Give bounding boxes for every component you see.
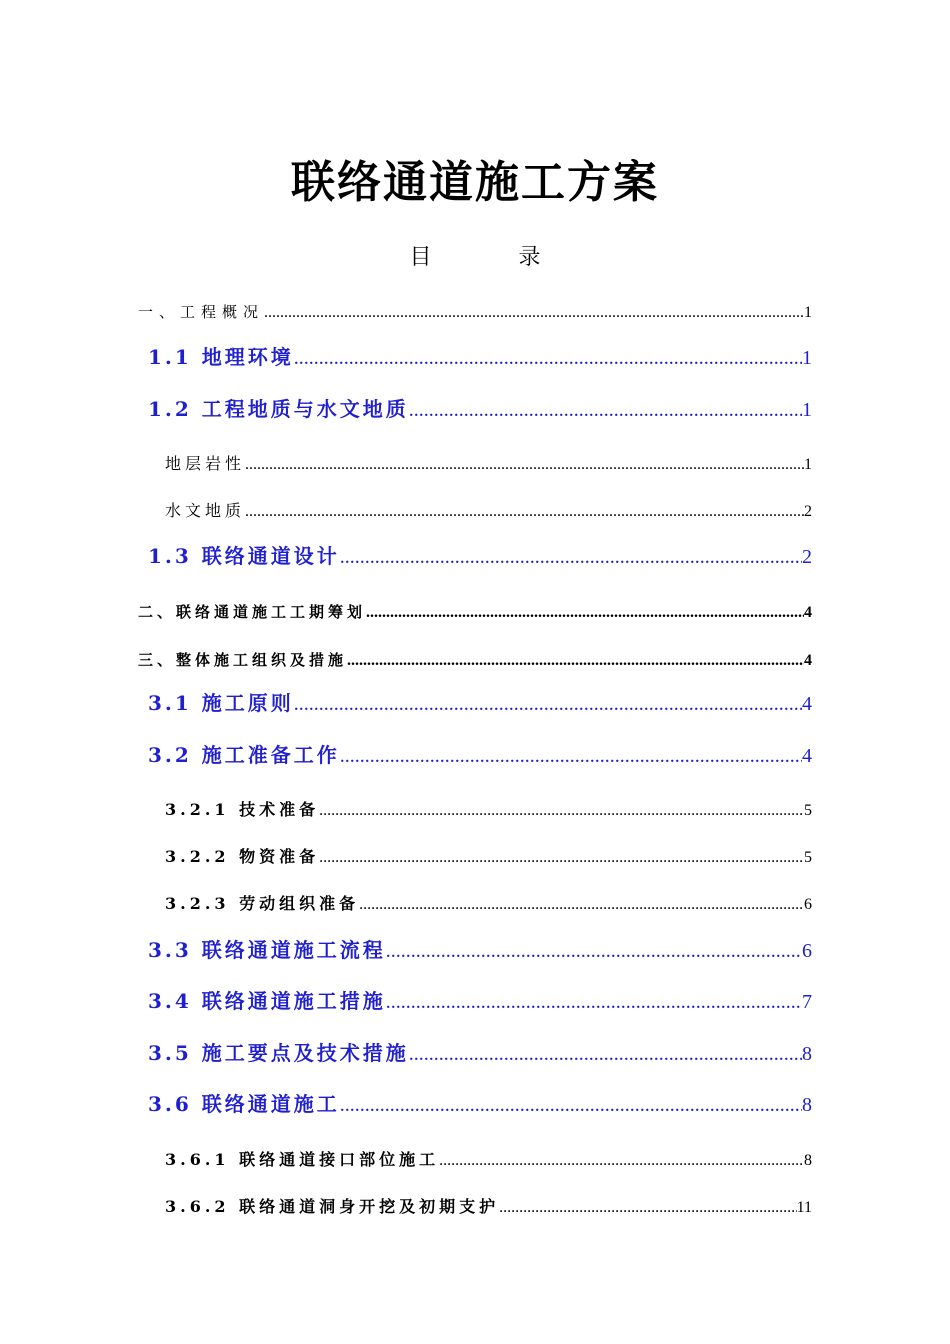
toc-entry-label: 水文地质 xyxy=(165,501,246,520)
toc-entry-1-2[interactable] xyxy=(0,388,950,422)
toc-leader xyxy=(340,745,802,768)
toc-entry-3-4[interactable] xyxy=(0,980,950,1014)
toc-leader xyxy=(347,652,804,670)
toc-page-number: 4 xyxy=(804,652,812,669)
toc-leader xyxy=(245,503,804,521)
toc-leader xyxy=(499,1199,796,1217)
toc-entry-stratum-lithology[interactable] xyxy=(0,440,950,474)
toc-entry-3-2-2[interactable] xyxy=(0,833,950,867)
toc-page-number: 11 xyxy=(796,1199,812,1216)
toc-leader xyxy=(359,896,804,914)
toc-entry-label: 三、整体施工组织及措施 xyxy=(138,651,348,669)
toc-page-number: 8 xyxy=(802,1043,812,1065)
toc-page-number: 1 xyxy=(802,347,812,369)
toc-entry-label: 1.3 联络通道设计 xyxy=(148,544,340,568)
toc-page-number: 2 xyxy=(802,546,812,568)
toc-page-number: 2 xyxy=(804,503,812,520)
toc-entry-3-2-1[interactable] xyxy=(0,786,950,820)
toc-entry-label: 二、联络通道施工工期筹划 xyxy=(138,603,367,621)
toc-leader xyxy=(245,456,804,474)
document-title: 联络通道施工方案 xyxy=(291,157,659,208)
toc-entry-3-3[interactable] xyxy=(0,929,950,963)
toc-page-number: 8 xyxy=(802,1094,812,1116)
toc-page-number: 4 xyxy=(804,604,812,621)
toc-entry-3-5[interactable] xyxy=(0,1032,950,1066)
toc-entry-label: 3.6.2 联络通道洞身开挖及初期支护 xyxy=(165,1197,500,1216)
toc-entry-3-2[interactable] xyxy=(0,734,950,768)
toc-page-number: 5 xyxy=(804,849,812,866)
toc-entry-label: 3.5 施工要点及技术措施 xyxy=(148,1041,409,1065)
toc-page-number: 6 xyxy=(802,940,812,962)
toc-entry-3-6-1[interactable] xyxy=(0,1136,950,1170)
toc-entry-label: 3.1 施工原则 xyxy=(148,691,294,715)
toc-entry-label: 3.6 联络通道施工 xyxy=(148,1092,340,1116)
toc-entry-3-6[interactable] xyxy=(0,1083,950,1117)
toc-leader xyxy=(319,849,804,867)
toc-entry-section-2[interactable] xyxy=(0,588,950,622)
toc-entry-label: 1.2 工程地质与水文地质 xyxy=(148,397,409,421)
toc-page-number: 1 xyxy=(804,304,812,321)
toc-leader xyxy=(340,546,802,569)
toc-leader xyxy=(409,399,802,422)
toc-entry-label: 3.4 联络通道施工措施 xyxy=(148,989,386,1013)
toc-leader xyxy=(366,604,804,622)
toc-entry-label: 3.2.1 技术准备 xyxy=(165,800,320,819)
toc-leader xyxy=(386,991,802,1014)
toc-page-number: 5 xyxy=(804,802,812,819)
toc-entry-section-3[interactable] xyxy=(0,636,950,670)
toc-entry-section-1[interactable] xyxy=(0,288,950,322)
toc-leader xyxy=(294,347,802,370)
toc-leader xyxy=(439,1152,804,1170)
toc-heading: 目 录 xyxy=(409,245,581,270)
toc-entry-3-2-3[interactable] xyxy=(0,880,950,914)
toc-entry-label: 1.1 地理环境 xyxy=(148,345,294,369)
toc-leader xyxy=(340,1094,802,1117)
toc-entry-label: 3.2 施工准备工作 xyxy=(148,743,340,767)
toc-page-number: 4 xyxy=(802,693,812,715)
toc-page-number: 6 xyxy=(804,896,812,913)
toc-page-number: 8 xyxy=(804,1152,812,1169)
toc-entry-1-1[interactable] xyxy=(0,336,950,370)
toc-entry-label: 一、工程概况 xyxy=(138,303,265,321)
toc-leader xyxy=(386,940,802,963)
toc-entry-1-3[interactable] xyxy=(0,535,950,569)
toc-entry-label: 3.2.3 劳动组织准备 xyxy=(165,894,360,913)
toc-entry-label: 3.2.2 物资准备 xyxy=(165,847,320,866)
toc-leader xyxy=(319,802,804,820)
toc-entry-hydrogeology[interactable] xyxy=(0,487,950,521)
toc-page-number: 4 xyxy=(802,745,812,767)
toc-entry-3-6-2[interactable] xyxy=(0,1183,950,1217)
toc-leader xyxy=(409,1043,802,1066)
toc-entry-label: 3.6.1 联络通道接口部位施工 xyxy=(165,1150,440,1169)
toc-entry-label: 地层岩性 xyxy=(165,454,246,473)
toc-page-number: 1 xyxy=(804,456,812,473)
toc-entry-3-1[interactable] xyxy=(0,682,950,716)
toc-entry-label: 3.3 联络通道施工流程 xyxy=(148,938,386,962)
toc-leader xyxy=(264,304,804,322)
toc-page-number: 1 xyxy=(802,399,812,421)
toc-leader xyxy=(294,693,802,716)
toc-page-number: 7 xyxy=(802,991,812,1013)
